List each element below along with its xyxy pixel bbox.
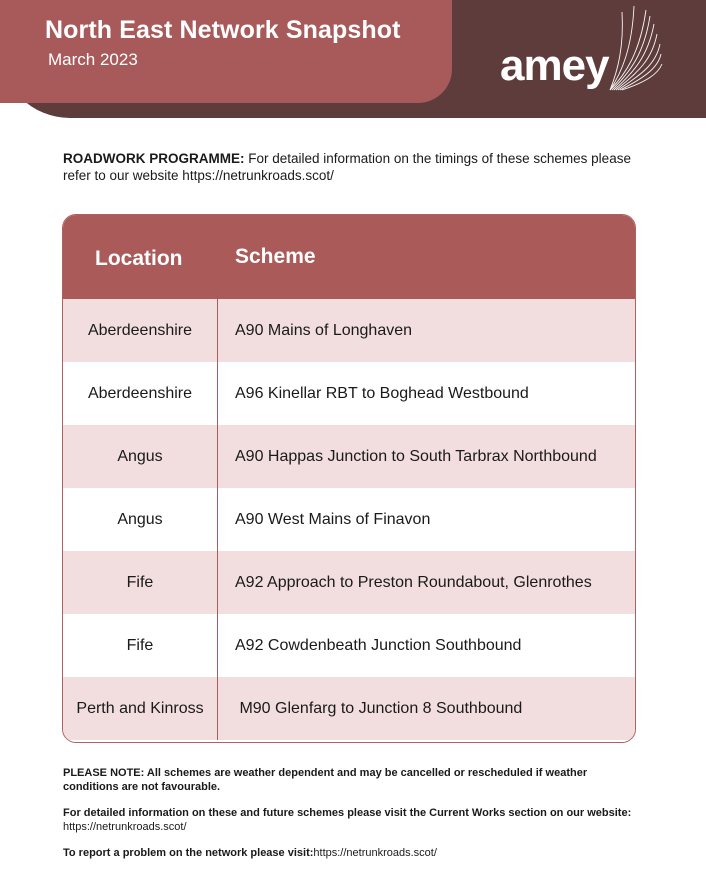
table-row bbox=[63, 677, 635, 740]
table-row bbox=[63, 299, 635, 362]
location-cell: Aberdeenshire bbox=[63, 362, 218, 425]
weather-note-text: PLEASE NOTE: All schemes are weather dependent and may be cancelled or rescheduled if weather conditions are not favourable. bbox=[63, 767, 588, 793]
table-row bbox=[63, 614, 635, 677]
intro-lead: ROADWORK PROGRAMME: bbox=[63, 151, 245, 166]
scheme-cell: A90 Mains of Longhaven bbox=[235, 321, 413, 339]
intro-body: For detailed information on the timings of these schemes please refer to our website https://netrunkroads.scot/ bbox=[63, 151, 631, 183]
table-row bbox=[63, 362, 635, 425]
scheme-cell: M90 Glenfarg to Junction 8 Southbound bbox=[235, 699, 523, 717]
roadwork-table bbox=[62, 214, 636, 743]
header-location: Location bbox=[95, 247, 183, 270]
scheme-cell: A92 Approach to Preston Roundabout, Glenrothes bbox=[235, 573, 592, 591]
weather-note bbox=[63, 767, 643, 794]
location-cell: Angus bbox=[63, 488, 218, 551]
intro-text bbox=[63, 150, 643, 184]
scheme-cell: A96 Kinellar RBT to Boghead Westbound bbox=[235, 384, 529, 402]
table-row bbox=[63, 425, 635, 488]
more-info-link[interactable]: https://netrunkroads.scot/ bbox=[63, 820, 187, 833]
scheme-cell: A92 Cowdenbeath Junction Southbound bbox=[235, 636, 522, 654]
table-row bbox=[63, 551, 635, 614]
location-cell: Fife bbox=[63, 614, 218, 677]
report-problem-note bbox=[63, 847, 643, 861]
amey-logo-text: amey bbox=[500, 41, 609, 90]
report-problem-text: To report a problem on the network please visit: bbox=[63, 847, 314, 859]
page-subtitle: March 2023 bbox=[48, 50, 138, 69]
scheme-cell: A90 Happas Junction to South Tarbrax Northbound bbox=[235, 447, 597, 465]
page-title: North East Network Snapshot bbox=[45, 16, 401, 44]
more-info-note bbox=[63, 807, 643, 834]
scheme-cell: A90 West Mains of Finavon bbox=[235, 510, 431, 528]
more-info-text: For detailed information on these and future schemes please visit the Current Works section on our website: bbox=[63, 807, 632, 819]
location-cell: Aberdeenshire bbox=[63, 299, 218, 362]
location-cell: Angus bbox=[63, 425, 218, 488]
table-row bbox=[63, 488, 635, 551]
report-problem-link[interactable]: https://netrunkroads.scot/ bbox=[313, 847, 437, 859]
table-header bbox=[63, 215, 635, 299]
location-cell: Fife bbox=[63, 551, 218, 614]
location-cell: Perth and Kinross bbox=[63, 677, 218, 740]
header-scheme: Scheme bbox=[235, 245, 316, 268]
